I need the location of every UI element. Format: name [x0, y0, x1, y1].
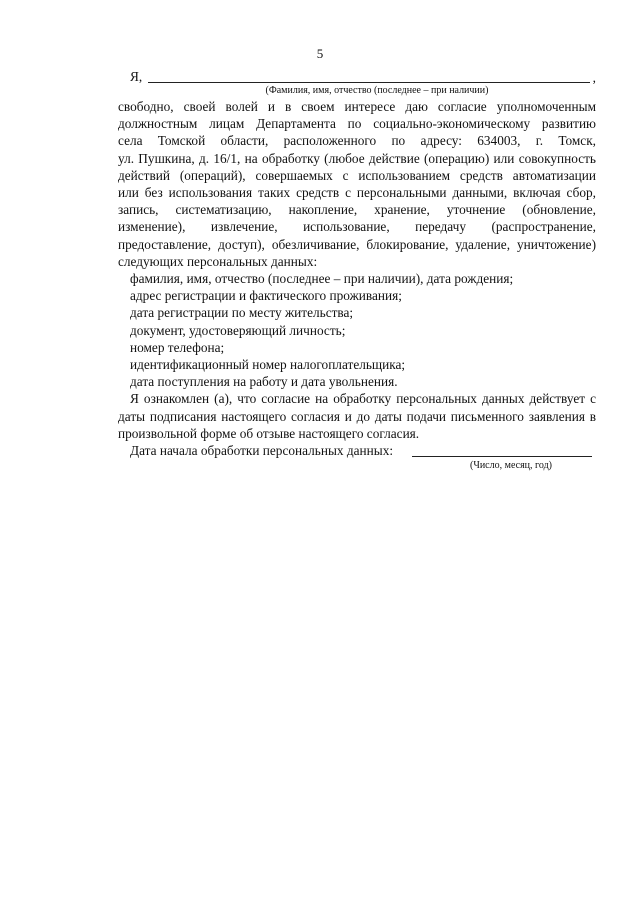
- pronoun-label: Я,: [130, 69, 143, 84]
- page-number: 5: [316, 46, 324, 61]
- consent-paragraph-line-4: ул. Пушкина, д. 16/1, на обработку (любое действие (операцию) или совокупность: [118, 150, 596, 166]
- consent-paragraph-line-3: села Томской области, расположенного по адресу: 634003, г. Томск,: [118, 133, 596, 149]
- full-name-blank[interactable]: [148, 82, 590, 83]
- personal-data-list: [118, 270, 596, 390]
- consent-form: [118, 68, 596, 472]
- start-date-caption: (Число, месяц, год): [470, 460, 552, 472]
- start-date-line: [118, 442, 596, 460]
- start-date-blank[interactable]: [412, 456, 592, 457]
- consent-paragraph-line-2: должностным лицам Департамента по социально-экономическому развитию: [118, 116, 596, 132]
- full-name-line: [118, 68, 596, 86]
- list-item: идентификационный номер налогоплательщика;: [130, 357, 406, 373]
- list-item: дата регистрации по месту жительства;: [130, 305, 354, 321]
- consent-paragraph-line-1: свободно, своей волей и в своем интересе даю согласие уполномоченным: [118, 99, 596, 114]
- consent-paragraph-line-7: запись, систематизацию, накопление, хранение, уточнение (обновление,: [118, 202, 596, 218]
- consent-paragraph-line-5: действий (операций), совершаемых с использованием средств автоматизации: [118, 167, 596, 183]
- full-name-comma: ,: [592, 69, 596, 85]
- start-date-label: Дата начала обработки персональных данных:: [130, 443, 394, 459]
- list-item: дата поступления на работу и дата увольнения.: [130, 374, 398, 390]
- list-item: адрес регистрации и фактического проживания;: [130, 288, 402, 304]
- consent-paragraph-line-8: изменение), извлечение, использование, передачу (распространение,: [118, 219, 596, 235]
- consent-paragraph-line-6: или без использования таких средств с персональными данными, включая сбор,: [118, 185, 596, 201]
- consent-paragraph-line-9: предоставление, доступ), обезличивание, блокирование, удаление, уничтожение): [118, 236, 596, 252]
- acknowledgement-paragraph: Я ознакомлен (а), что согласие на обработку персональных данных действует с даты подписания настоящего согласия и до даты подачи письменного заявления в произвольной форме об отзыве настоящего согласия.: [118, 391, 596, 441]
- full-name-caption: (Фамилия, имя, отчество (последнее – при наличии): [265, 85, 489, 96]
- list-item: документ, удостоверяющий личность;: [130, 322, 346, 338]
- list-item: номер телефона;: [130, 339, 225, 355]
- consent-paragraph-line-10: следующих персональных данных:: [118, 253, 318, 269]
- list-item: фамилия, имя, отчество (последнее – при наличии), дата рождения;: [130, 271, 514, 287]
